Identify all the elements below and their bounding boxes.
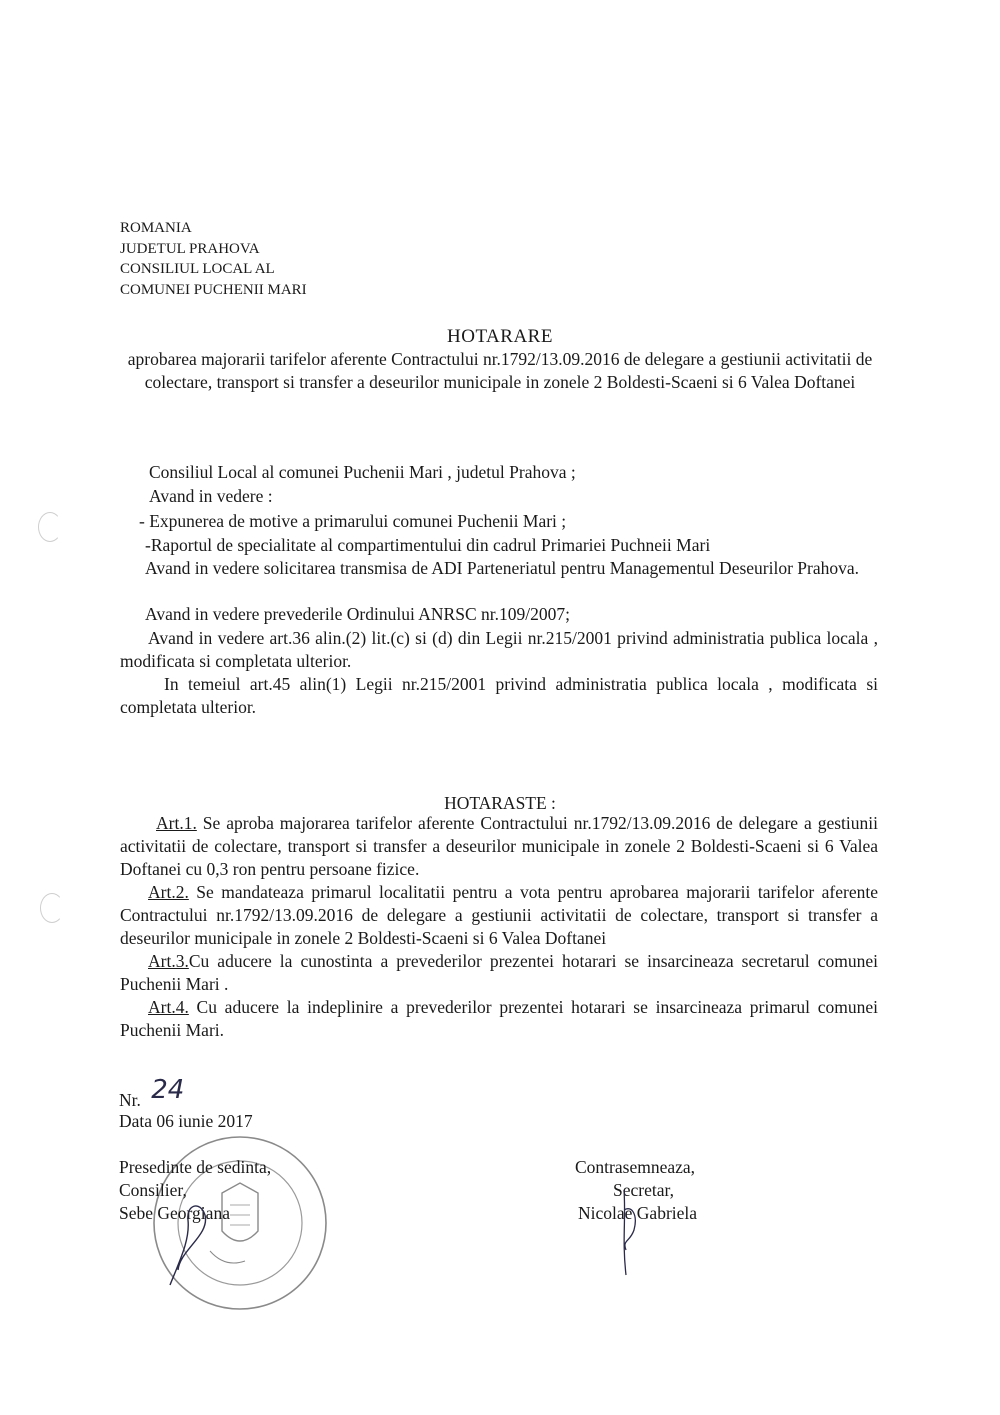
preamble-council: Consiliul Local al comunei Puchenii Mari , judetul Prahova ;	[149, 462, 576, 482]
right-handwritten-signature	[612, 1180, 652, 1280]
header-county: JUDETUL PRAHOVA	[120, 240, 260, 257]
article-2-text: Se mandateaza primarul localitatii pentru a vota pentru aprobarea majorarii tarifelor aferente Contractului nr.1792/13.09.2016 de delegare a gestiunii activitatii de colectare, transport si transfer a deseurilor municipale in zonele 2 Boldesti-Scaeni si 6 Valea Doftanei	[120, 882, 878, 948]
left-signature-role: Presedinte de sedinta,	[119, 1157, 272, 1177]
preamble-art36: Avand in vedere art.36 alin.(2) lit.(c) si (d) din Legii nr.215/2001 privind administratia publica locala , modificata si completata ulterior.	[120, 628, 878, 671]
decision-date: Data 06 iunie 2017	[119, 1111, 253, 1131]
preamble-specialty-report: -Raportul de specialitate al compartimentului din cadrul Primariei Puchneii Mari	[145, 535, 711, 555]
number-label: Nr.	[119, 1090, 141, 1110]
article-3	[120, 950, 878, 996]
article-3-text: Cu aducere la cunostinta a prevederilor prezentei hotarari se insarcineaza secretarul comunei Puchenii Mari .	[120, 951, 878, 994]
right-signature-title: Secretar,	[613, 1180, 674, 1200]
article-3-label: Art.3.	[148, 951, 189, 971]
preamble-adi-request: Avand in vedere solicitarea transmisa de ADI Parteneriatul pentru Managementul Deseurilor Prahova.	[145, 558, 860, 578]
decision-heading: HOTARASTE :	[444, 793, 556, 813]
preamble-considering: Avand in vedere :	[149, 486, 273, 506]
punch-hole-top	[38, 512, 62, 542]
document-title: HOTARARE	[447, 326, 553, 347]
preamble-art45: In temeiul art.45 alin(1) Legii nr.215/2001 privind administratia publica locala , modificata si completata ulterior.	[120, 674, 878, 717]
left-signature-name: Sebe Georgiana	[119, 1203, 230, 1223]
article-4-text: Cu aducere la indeplinire a prevederilor prezentei hotarari se insarcineaza primarul comunei Puchenii Mari.	[120, 997, 878, 1040]
decision-number	[119, 1075, 185, 1112]
article-1-text: Se aproba majorarea tarifelor aferente Contractului nr.1792/13.09.2016 de delegare a gestiunii activitatii de colectare, transport si transfer a deseurilor municipale in zonele 2 Boldesti-Scaeni si 6 Valea Doftanei cu 0,3 ron pentru persoane fizice.	[120, 813, 878, 879]
article-2-label: Art.2.	[148, 882, 189, 902]
right-signature-name: Nicolae Gabriela	[578, 1203, 698, 1223]
right-signature-role: Contrasemneaza,	[575, 1157, 696, 1177]
article-1	[120, 812, 878, 881]
article-2	[120, 881, 878, 950]
header-commune: COMUNEI PUCHENII MARI	[120, 281, 307, 298]
article-4-label: Art.4.	[148, 997, 189, 1017]
punch-hole-bottom	[40, 893, 64, 923]
article-4	[120, 996, 878, 1042]
left-signature-title: Consilier,	[119, 1180, 187, 1200]
issuer-header	[120, 218, 307, 300]
header-council: CONSILIUL LOCAL AL	[120, 261, 275, 277]
left-handwritten-signature	[160, 1180, 220, 1290]
number-handwritten: 24	[151, 1075, 185, 1105]
document-subtitle: aprobarea majorarii tarifelor aferente Contractului nr.1792/13.09.2016 de delegare a gestiunii activitatii de colectare, transport si transfer a deseurilor municipale in zonele 2 Boldesti-Scaeni si 6 Valea Doftanei	[127, 349, 873, 392]
article-1-label: Art.1.	[156, 813, 197, 833]
header-country: ROMANIA	[120, 220, 192, 236]
preamble-anrsc-order: Avand in vedere prevederile Ordinului ANRSC nr.109/2007;	[145, 604, 570, 624]
preamble-mayor-motives: - Expunerea de motive a primarului comunei Puchenii Mari ;	[139, 511, 567, 531]
